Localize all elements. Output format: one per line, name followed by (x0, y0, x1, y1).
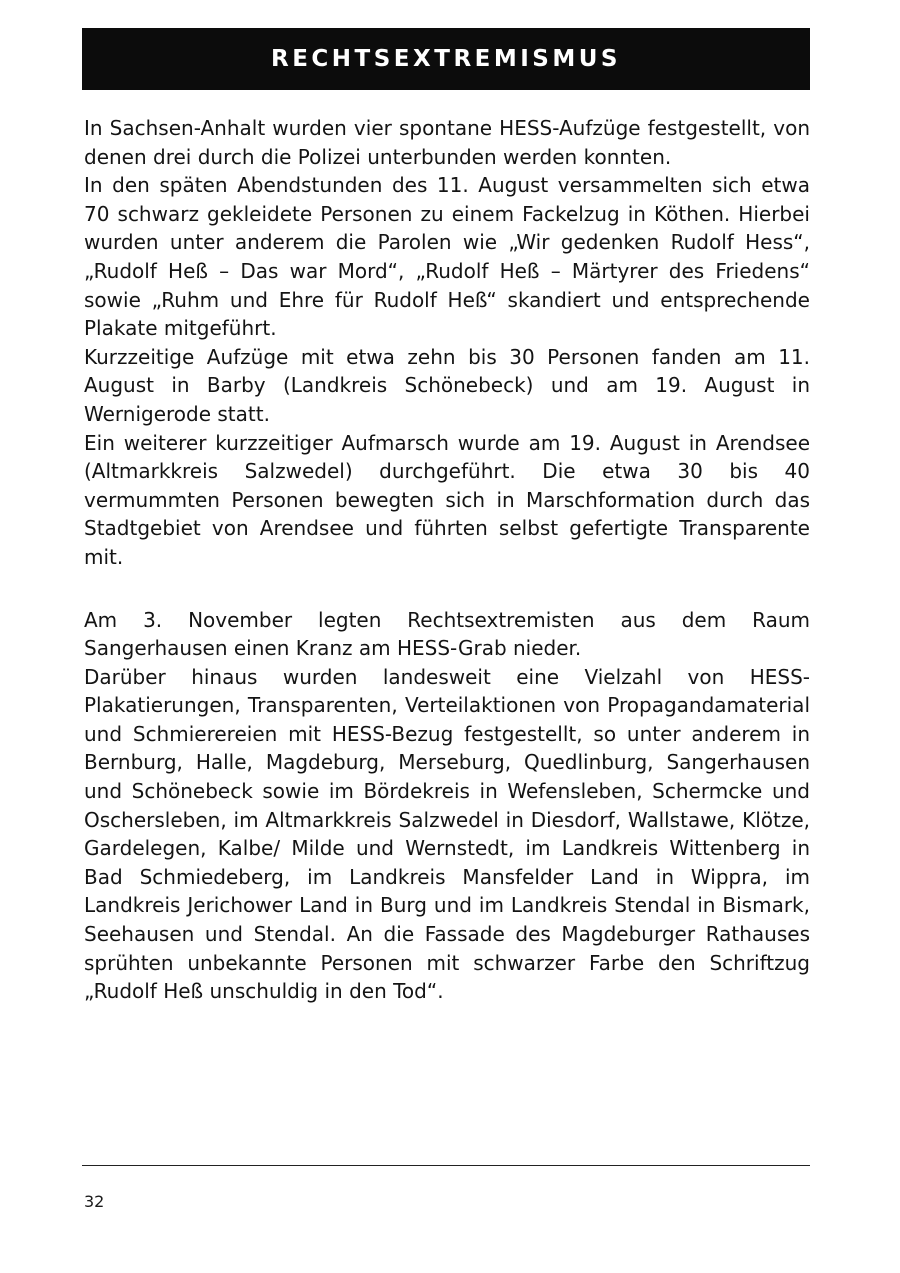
paragraph: In den späten Abendstunden des 11. August versammelten sich etwa 70 schwarz gekleidete Personen zu einem Fackelzug in Köthen. Hierbei wurden unter anderem die Parolen wie „Wir gedenken Rudolf Hess“, „Rudolf Heß – Das war Mord“, „Rudolf Heß – Märtyrer des Friedens“ sowie „Ruhm und Ehre für Rudolf Heß“ skandiert und entsprechende Plakate mitgeführt. (84, 173, 810, 341)
chapter-title: RECHTSEXTREMISMUS (271, 46, 621, 72)
footer-divider (82, 1165, 810, 1166)
paragraph: Ein weiterer kurzzeitiger Aufmarsch wurde am 19. August in Arendsee (Altmarkkreis Salzwedel) durchgeführt. Die etwa 30 bis 40 vermummten Personen bewegten sich in Marschformation durch das Stadtgebiet von Arendsee und führten selbst gefertigte Transparente mit. (84, 430, 810, 569)
paragraph: Am 3. November legten Rechtsextremisten aus dem Raum Sangerhausen einen Kranz am HESS-Grab nieder. (84, 607, 810, 661)
body-text (84, 114, 810, 1006)
page-number: 32 (84, 1192, 105, 1211)
chapter-header-bar (82, 28, 810, 90)
paragraph: Kurzzeitige Aufzüge mit etwa zehn bis 30 Personen fanden am 11. August in Barby (Landkreis Schönebeck) und am 19. August in Wernigerode statt. (84, 344, 810, 426)
paragraph: In Sachsen-Anhalt wurden vier spontane HESS-Aufzüge festgestellt, von denen drei durch die Polizei unterbunden werden konnten. (84, 116, 810, 169)
paragraph: Darüber hinaus wurden landesweit eine Vielzahl von HESS-Plakatierungen, Transparenten, Verteilaktionen von Propagandamaterial und Schmierereien mit HESS-Bezug festgestellt, so unter anderem in Bernburg, Halle, Magdeburg, Merseburg, Quedlinburg, Sangerhausen und Schönebeck sowie im Bördekreis in Wefensleben, Schermcke und Oschersleben, im Altmarkkreis Salzwedel in Diesdorf, Wallstawe, Klötze, Gardelegen, Kalbe/ Milde und Wernstedt, im Landkreis Wittenberg in Bad Schmiedeberg, im Landkreis Mansfelder Land in Wippra, im Landkreis Jerichower Land in Burg und im Landkreis Stendal in Bismark, Seehausen und Stendal. An die Fassade des Magdeburger Rathauses sprühten unbekannte Personen mit schwarzer Farbe den Schriftzug „Rudolf Heß unschuldig in den Tod“. (84, 664, 810, 1004)
section-spacer (84, 572, 810, 606)
